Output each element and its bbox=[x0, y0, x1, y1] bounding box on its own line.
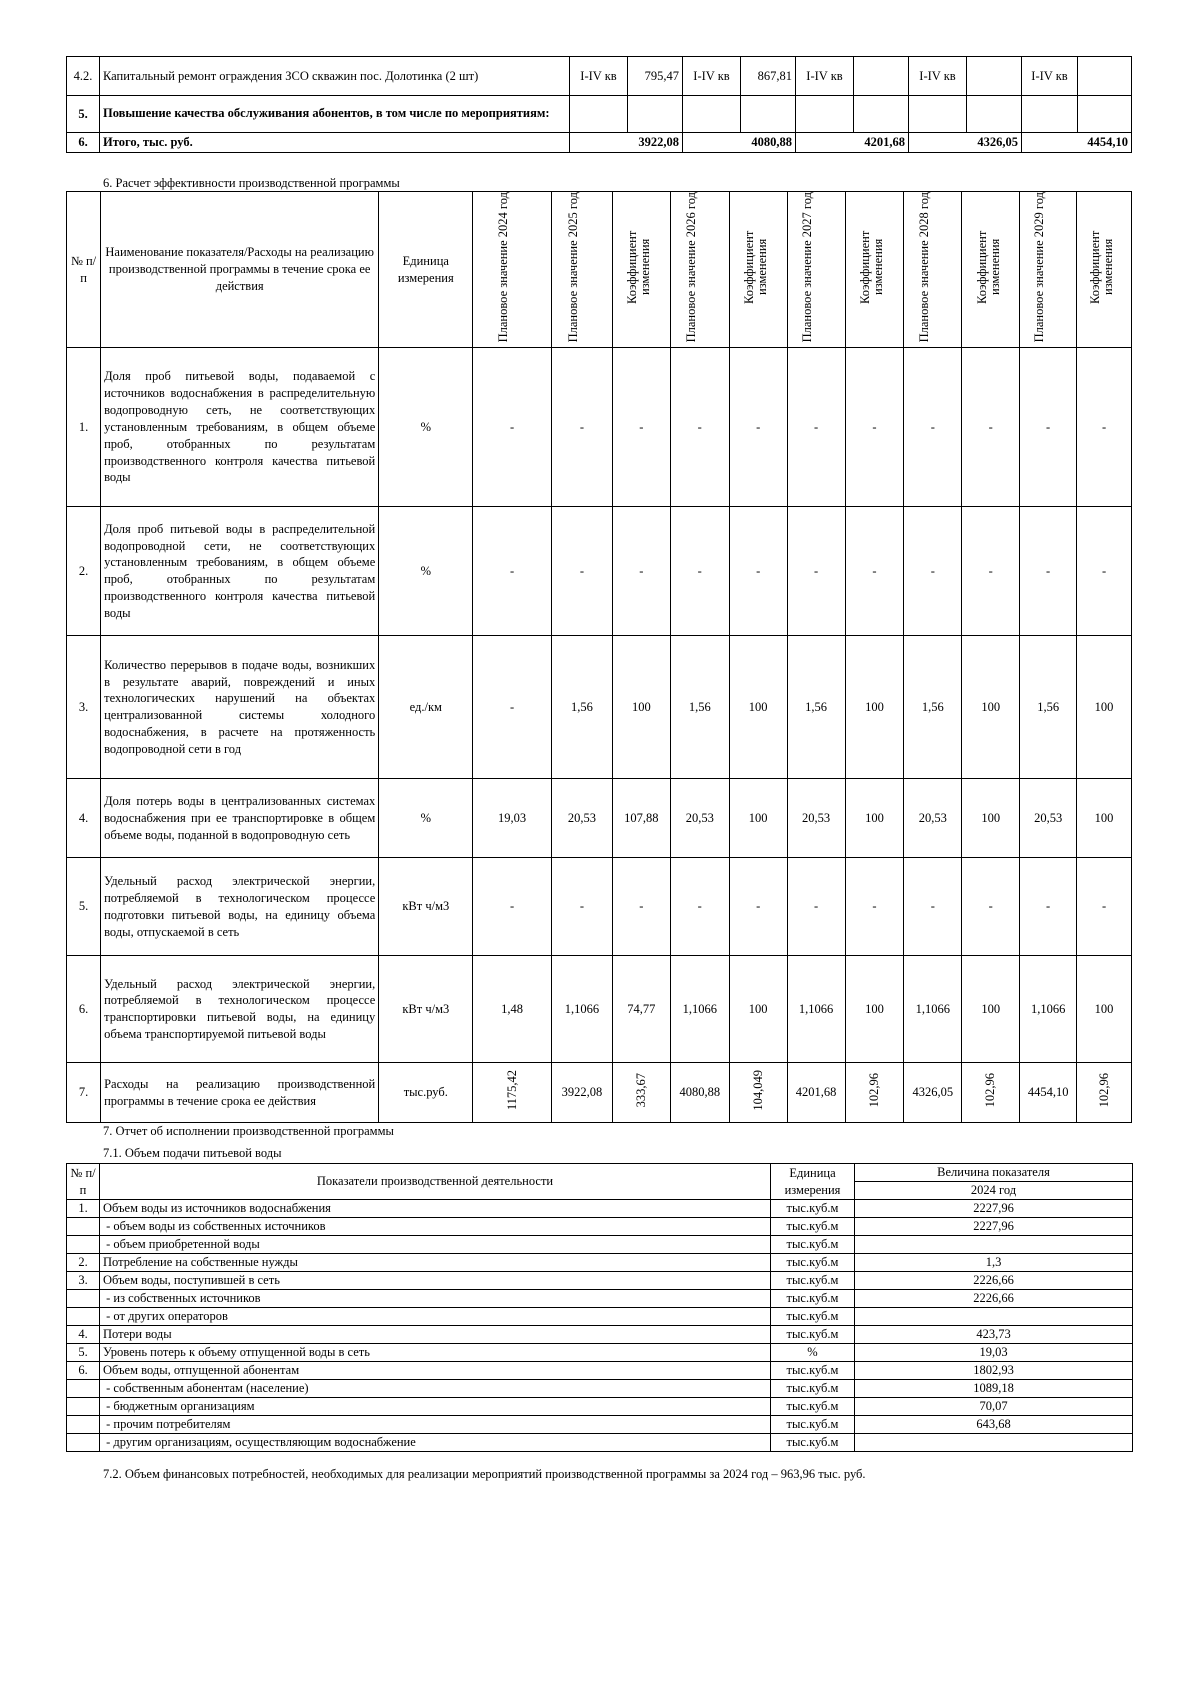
value-cell: - bbox=[551, 348, 612, 507]
table-row bbox=[67, 1380, 1133, 1398]
table-row bbox=[67, 1272, 1133, 1290]
value-cell: 100 bbox=[845, 956, 904, 1063]
row-number: 6. bbox=[67, 1362, 100, 1380]
row-value: 2226,66 bbox=[855, 1272, 1133, 1290]
row-number: 4.2. bbox=[67, 57, 100, 96]
row-value: 643,68 bbox=[855, 1416, 1133, 1434]
header-unit: Единица измерения bbox=[771, 1164, 855, 1200]
row-unit: тыс.куб.м bbox=[771, 1362, 855, 1380]
row-number bbox=[67, 1398, 100, 1416]
value-cell: 102,96 bbox=[845, 1063, 904, 1123]
total-cell: 3922,08 bbox=[570, 133, 683, 153]
row-value: 2227,96 bbox=[855, 1200, 1133, 1218]
value-cell: 107,88 bbox=[612, 779, 670, 858]
value-cell: - bbox=[612, 858, 670, 956]
row-number: 1. bbox=[67, 1200, 100, 1218]
header-value-group: Величина показателя bbox=[855, 1164, 1133, 1182]
row-unit: % bbox=[771, 1344, 855, 1362]
value-cell: 1,1066 bbox=[904, 956, 962, 1063]
value-cell: 20,53 bbox=[904, 779, 962, 858]
value-cell: - bbox=[612, 348, 670, 507]
total-cell: 4201,68 bbox=[796, 133, 909, 153]
value-cell: 1,1066 bbox=[1020, 956, 1077, 1063]
row-value bbox=[855, 1308, 1133, 1326]
value-cell: 100 bbox=[962, 956, 1020, 1063]
row-number: 4. bbox=[67, 1326, 100, 1344]
value-cell: 20,53 bbox=[670, 779, 729, 858]
value-cell: 1,56 bbox=[670, 636, 729, 779]
row-number bbox=[67, 1218, 100, 1236]
row-unit: тыс.куб.м bbox=[771, 1308, 855, 1326]
value-cell: 1,48 bbox=[473, 956, 552, 1063]
value-cell: 795,47 bbox=[628, 57, 683, 96]
value-cell: - bbox=[787, 858, 845, 956]
value-cell: - bbox=[1077, 507, 1132, 636]
row-unit: тыс.куб.м bbox=[771, 1380, 855, 1398]
value-cell: 4080,88 bbox=[670, 1063, 729, 1123]
row-unit: % bbox=[379, 779, 473, 858]
value-cell: 100 bbox=[1077, 956, 1132, 1063]
total-cell: 4326,05 bbox=[909, 133, 1022, 153]
header-col: Плановое значение 2027 год bbox=[787, 192, 845, 348]
value-cell: - bbox=[845, 348, 904, 507]
value-cell: 1,56 bbox=[551, 636, 612, 779]
table-row bbox=[67, 1218, 1133, 1236]
row-number bbox=[67, 1434, 100, 1452]
header-num: № п/п bbox=[67, 192, 101, 348]
header-name: Наименование показателя/Расходы на реализацию производственной программы в течение срока ее действия bbox=[101, 192, 379, 348]
value-cell: 74,77 bbox=[612, 956, 670, 1063]
table-row bbox=[67, 1200, 1133, 1218]
value-cell: 1175,42 bbox=[473, 1063, 552, 1123]
value-cell: 1,1066 bbox=[551, 956, 612, 1063]
row-value: 2227,96 bbox=[855, 1218, 1133, 1236]
row-name: - другим организациям, осуществляющим водоснабжение bbox=[100, 1434, 771, 1452]
header-col: Коэффициент изменения bbox=[729, 192, 787, 348]
row-name: Доля потерь воды в централизованных системах водоснабжения при ее транспортировке в общем объеме воды, поданной в водопроводную сеть bbox=[101, 779, 379, 858]
value-cell: 100 bbox=[845, 636, 904, 779]
row-unit: тыс.куб.м bbox=[771, 1200, 855, 1218]
period-cell: I-IV кв bbox=[796, 57, 854, 96]
row-name: Доля проб питьевой воды в распределительной водопроводной сети, не соответствующих установленным требованиям, в общем объеме проб, отобранных по результатам производственного контроля качества питьевой воды bbox=[101, 507, 379, 636]
value-cell: 4201,68 bbox=[787, 1063, 845, 1123]
table-row bbox=[67, 1308, 1133, 1326]
row-name: - собственным абонентам (население) bbox=[100, 1380, 771, 1398]
value-cell: 20,53 bbox=[787, 779, 845, 858]
row-unit: тыс.куб.м bbox=[771, 1434, 855, 1452]
row-value: 70,07 bbox=[855, 1398, 1133, 1416]
value-cell: 100 bbox=[1077, 636, 1132, 779]
empty-cell bbox=[1078, 96, 1132, 133]
row-value: 1089,18 bbox=[855, 1380, 1133, 1398]
row-unit: кВт ч/м3 bbox=[379, 956, 473, 1063]
table-row bbox=[67, 1236, 1133, 1254]
row-number: 7. bbox=[67, 1063, 101, 1123]
row-name: Удельный расход электрической энергии, потребляемой в технологическом процессе транспортировки питьевой воды, на единицу объема транспортируемой питьевой воды bbox=[101, 956, 379, 1063]
row-number: 5. bbox=[67, 96, 100, 133]
header-col: Коэффициент изменения bbox=[962, 192, 1020, 348]
value-cell: - bbox=[904, 507, 962, 636]
row-number bbox=[67, 1308, 100, 1326]
row-unit: тыс.куб.м bbox=[771, 1218, 855, 1236]
row-unit: тыс.куб.м bbox=[771, 1272, 855, 1290]
value-cell: 1,56 bbox=[904, 636, 962, 779]
table-row bbox=[67, 57, 1132, 96]
row-name: Капитальный ремонт ограждения ЗСО скважин пос. Долотинка (2 шт) bbox=[100, 57, 570, 96]
row-name: Доля проб питьевой воды, подаваемой с источников водоснабжения в распределительную водопроводную сеть, не соответствующих установленным требованиям, в общем объеме проб, отобранных по результатам производственного контроля качества питьевой воды bbox=[101, 348, 379, 507]
empty-cell bbox=[796, 96, 854, 133]
header-row bbox=[67, 1164, 1133, 1182]
row-value bbox=[855, 1236, 1133, 1254]
value-cell: 1,1066 bbox=[670, 956, 729, 1063]
value-cell: 4326,05 bbox=[904, 1063, 962, 1123]
value-cell: - bbox=[1077, 858, 1132, 956]
value-cell: 100 bbox=[962, 636, 1020, 779]
value-cell: - bbox=[729, 858, 787, 956]
table-row bbox=[67, 636, 1132, 779]
table-row bbox=[67, 858, 1132, 956]
row-name: Потребление на собственные нужды bbox=[100, 1254, 771, 1272]
row-number: 3. bbox=[67, 636, 101, 779]
row-name: - прочим потребителям bbox=[100, 1416, 771, 1434]
row-name: Удельный расход электрической энергии, потребляемой в технологическом процессе подготовки питьевой воды, на единицу объема воды, отпускаемой в сеть bbox=[101, 858, 379, 956]
row-unit: % bbox=[379, 507, 473, 636]
row-number: 3. bbox=[67, 1272, 100, 1290]
row-number bbox=[67, 1416, 100, 1434]
empty-cell bbox=[628, 96, 683, 133]
row-value: 19,03 bbox=[855, 1344, 1133, 1362]
row-number: 5. bbox=[67, 858, 101, 956]
row-unit: тыс.куб.м bbox=[771, 1290, 855, 1308]
value-cell: - bbox=[612, 507, 670, 636]
value-cell: - bbox=[904, 858, 962, 956]
value-cell: - bbox=[670, 348, 729, 507]
empty-cell bbox=[854, 96, 909, 133]
value-cell: 3922,08 bbox=[551, 1063, 612, 1123]
header-col: Коэффициент изменения bbox=[1077, 192, 1132, 348]
header-col: Коэффициент изменения bbox=[845, 192, 904, 348]
table-row bbox=[67, 1416, 1133, 1434]
row-name: Количество перерывов в подаче воды, возникших в результате аварий, повреждений и иных технологических нарушений на объектах централизованной системы холодного водоснабжения, в расчете на протяженность водопроводной сети в год bbox=[101, 636, 379, 779]
header-col: Плановое значение 2026 год bbox=[670, 192, 729, 348]
row-name: - от других операторов bbox=[100, 1308, 771, 1326]
measures-table bbox=[66, 56, 1132, 153]
section-7-2-note: 7.2. Объем финансовых потребностей, необходимых для реализации мероприятий производственной программы за 2024 год – 963,96 тыс. руб. bbox=[103, 1467, 866, 1481]
row-unit: тыс.куб.м bbox=[771, 1398, 855, 1416]
row-value: 423,73 bbox=[855, 1326, 1133, 1344]
row-unit: кВт ч/м3 bbox=[379, 858, 473, 956]
value-cell: - bbox=[729, 348, 787, 507]
section-6-title: 6. Расчет эффективности производственной программы bbox=[103, 176, 400, 190]
table-row bbox=[67, 779, 1132, 858]
table-row bbox=[67, 1063, 1132, 1123]
empty-cell bbox=[570, 96, 628, 133]
header-name: Показатели производственной деятельности bbox=[100, 1164, 771, 1200]
value-cell: - bbox=[473, 636, 552, 779]
header-year: 2024 год bbox=[855, 1182, 1133, 1200]
value-cell: 19,03 bbox=[473, 779, 552, 858]
period-cell: I-IV кв bbox=[570, 57, 628, 96]
total-cell: 4080,88 bbox=[683, 133, 796, 153]
header-unit: Единица измерения bbox=[379, 192, 473, 348]
table-row bbox=[67, 1344, 1133, 1362]
row-name: Объем воды из источников водоснабжения bbox=[100, 1200, 771, 1218]
value-cell: - bbox=[845, 858, 904, 956]
row-unit: тыс.куб.м bbox=[771, 1326, 855, 1344]
header-col: Плановое значение 2028 год bbox=[904, 192, 962, 348]
value-cell: - bbox=[787, 348, 845, 507]
row-value: 1802,93 bbox=[855, 1362, 1133, 1380]
value-cell: - bbox=[551, 858, 612, 956]
row-number bbox=[67, 1380, 100, 1398]
header-col: Коэффициент изменения bbox=[612, 192, 670, 348]
header-num: № п/п bbox=[67, 1164, 100, 1200]
header-col: Плановое значение 2024 год bbox=[473, 192, 552, 348]
value-cell: - bbox=[962, 858, 1020, 956]
row-name: - объем приобретенной воды bbox=[100, 1236, 771, 1254]
row-number: 4. bbox=[67, 779, 101, 858]
table-row bbox=[67, 348, 1132, 507]
value-cell: - bbox=[1077, 348, 1132, 507]
empty-cell bbox=[967, 96, 1022, 133]
value-cell bbox=[854, 57, 909, 96]
table-row bbox=[67, 1254, 1133, 1272]
period-cell: I-IV кв bbox=[909, 57, 967, 96]
value-cell: - bbox=[962, 348, 1020, 507]
header-col: Плановое значение 2029 год bbox=[1020, 192, 1077, 348]
value-cell: - bbox=[962, 507, 1020, 636]
value-cell: 102,96 bbox=[1077, 1063, 1132, 1123]
value-cell: - bbox=[473, 507, 552, 636]
value-cell: - bbox=[551, 507, 612, 636]
row-number: 5. bbox=[67, 1344, 100, 1362]
row-number: 6. bbox=[67, 956, 101, 1063]
value-cell: 100 bbox=[962, 779, 1020, 858]
table-row bbox=[67, 96, 1132, 133]
section-7-title: 7. Отчет об исполнении производственной программы bbox=[103, 1124, 394, 1138]
row-name: Итого, тыс. руб. bbox=[100, 133, 570, 153]
value-cell: 20,53 bbox=[1020, 779, 1077, 858]
table-row bbox=[67, 507, 1132, 636]
table-row bbox=[67, 956, 1132, 1063]
value-cell: 333,67 bbox=[612, 1063, 670, 1123]
period-cell: I-IV кв bbox=[1022, 57, 1078, 96]
row-number: 2. bbox=[67, 1254, 100, 1272]
header-row bbox=[67, 192, 1132, 348]
row-value: 1,3 bbox=[855, 1254, 1133, 1272]
row-unit: тыс.куб.м bbox=[771, 1416, 855, 1434]
table-row bbox=[67, 1434, 1133, 1452]
row-unit: тыс.куб.м bbox=[771, 1236, 855, 1254]
table-row bbox=[67, 1362, 1133, 1380]
row-unit: % bbox=[379, 348, 473, 507]
value-cell: 100 bbox=[1077, 779, 1132, 858]
row-number: 6. bbox=[67, 133, 100, 153]
value-cell: - bbox=[787, 507, 845, 636]
value-cell: - bbox=[729, 507, 787, 636]
table-row bbox=[67, 133, 1132, 153]
value-cell: 100 bbox=[729, 636, 787, 779]
header-col: Плановое значение 2025 год bbox=[551, 192, 612, 348]
row-name: Потери воды bbox=[100, 1326, 771, 1344]
value-cell: - bbox=[845, 507, 904, 636]
value-cell: 100 bbox=[612, 636, 670, 779]
row-number: 1. bbox=[67, 348, 101, 507]
empty-cell bbox=[741, 96, 796, 133]
value-cell: - bbox=[473, 348, 552, 507]
row-name: Уровень потерь к объему отпущенной воды в сеть bbox=[100, 1344, 771, 1362]
value-cell: 1,56 bbox=[1020, 636, 1077, 779]
value-cell: - bbox=[1020, 858, 1077, 956]
table-row bbox=[67, 1326, 1133, 1344]
value-cell: 100 bbox=[729, 956, 787, 1063]
value-cell: - bbox=[904, 348, 962, 507]
value-cell: 20,53 bbox=[551, 779, 612, 858]
value-cell: 104,049 bbox=[729, 1063, 787, 1123]
row-name: Объем воды, отпущенной абонентам bbox=[100, 1362, 771, 1380]
empty-cell bbox=[683, 96, 741, 133]
row-name: Расходы на реализацию производственной программы в течение срока ее действия bbox=[101, 1063, 379, 1123]
value-cell: - bbox=[1020, 507, 1077, 636]
value-cell: - bbox=[670, 858, 729, 956]
row-unit: тыс.руб. bbox=[379, 1063, 473, 1123]
row-unit: ед./км bbox=[379, 636, 473, 779]
row-number bbox=[67, 1290, 100, 1308]
row-unit: тыс.куб.м bbox=[771, 1254, 855, 1272]
table-row bbox=[67, 1290, 1133, 1308]
total-cell: 4454,10 bbox=[1022, 133, 1132, 153]
row-name: - объем воды из собственных источников bbox=[100, 1218, 771, 1236]
value-cell bbox=[967, 57, 1022, 96]
value-cell: 102,96 bbox=[962, 1063, 1020, 1123]
empty-cell bbox=[1022, 96, 1078, 133]
section-7-subtitle: 7.1. Объем подачи питьевой воды bbox=[103, 1146, 282, 1160]
row-number bbox=[67, 1236, 100, 1254]
value-cell: - bbox=[670, 507, 729, 636]
row-name: Объем воды, поступившей в сеть bbox=[100, 1272, 771, 1290]
value-cell: - bbox=[1020, 348, 1077, 507]
value-cell: 100 bbox=[845, 779, 904, 858]
row-value bbox=[855, 1434, 1133, 1452]
value-cell bbox=[1078, 57, 1132, 96]
value-cell: 1,1066 bbox=[787, 956, 845, 1063]
row-name: Повышение качества обслуживания абонентов, в том числе по мероприятиям: bbox=[100, 96, 570, 133]
value-cell: 100 bbox=[729, 779, 787, 858]
period-cell: I-IV кв bbox=[683, 57, 741, 96]
value-cell: 4454,10 bbox=[1020, 1063, 1077, 1123]
table-row bbox=[67, 1398, 1133, 1416]
efficiency-table bbox=[66, 191, 1132, 1123]
empty-cell bbox=[909, 96, 967, 133]
row-number: 2. bbox=[67, 507, 101, 636]
row-name: - из собственных источников bbox=[100, 1290, 771, 1308]
value-cell: 1,56 bbox=[787, 636, 845, 779]
value-cell: - bbox=[473, 858, 552, 956]
row-name: - бюджетным организациям bbox=[100, 1398, 771, 1416]
value-cell: 867,81 bbox=[741, 57, 796, 96]
row-value: 2226,66 bbox=[855, 1290, 1133, 1308]
supply-volume-table bbox=[66, 1163, 1133, 1452]
